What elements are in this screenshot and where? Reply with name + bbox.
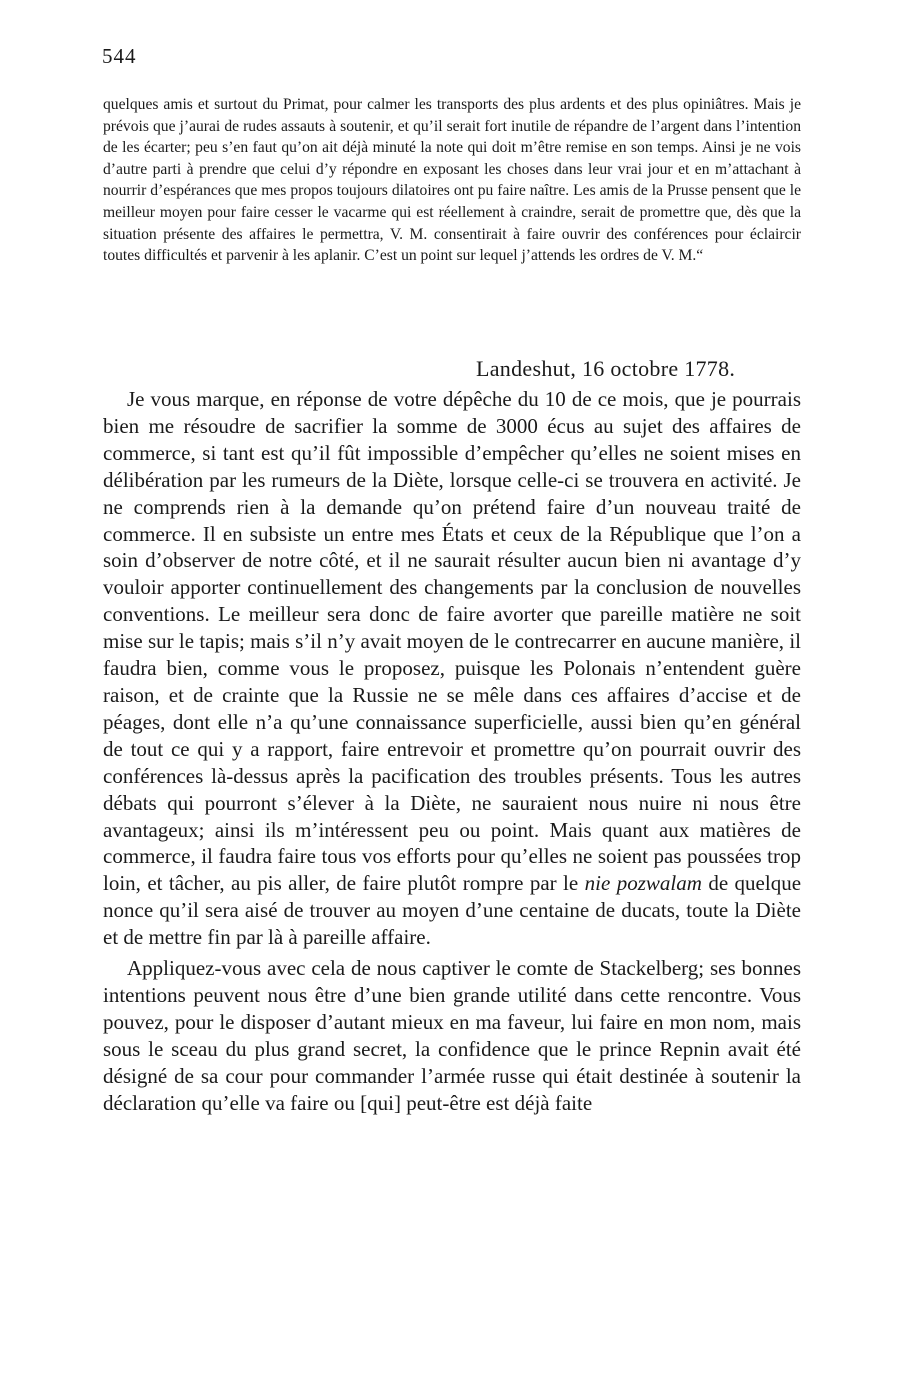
letter-dateline: Landeshut, 16 octobre 1778. [476, 356, 736, 381]
letter-paragraph-2: Appliquez-vous avec cela de nous captiver le comte de Stackelberg; ses bonnes intentions peuvent nous être d’une bien grande utilité dans cette rencontre. Vous pouvez, pour le disposer d’autant mieux en ma faveur, lui faire en mon nom, mais sous le sceau du plus grand secret, la confidence que le prince Repnin avait été désigné de sa cour pour commander l’armée russe qui était destinée à soutenir la déclaration qu’elle va faire ou [qui] peut-être est déjà faite [103, 956, 801, 1115]
letter-paragraph-1 [103, 386, 801, 951]
page-number: 544 [102, 44, 137, 68]
italic-term: nie pozwalam [584, 871, 702, 896]
quoted-report-paragraph: quelques amis et surtout du Primat, pour calmer les transports des plus ardents et des plus opiniâtres. Mais je prévois que j’aurai de rudes assauts à soutenir, et qu’il serait fort inutile de répandre de l’argent dans l’intention de les écarter; peu s’en faut qu’on ait déjà minuté la note qui doit m’être remise en son temps. Ainsi je ne vois d’autre parti à prendre que celui d’y répondre en exposant les choses dans leur vrai jour et en m’attachant à nourrir d’espérances que mes propos toujours dilatoires ont pu faire naître. Les amis de la Prusse pensent que le meilleur moyen pour faire cesser le vacarme qui est réellement à craindre, serait de promettre que, dès que la situation présente des affaires le permettra, V. M. consentirait à faire ouvrir des conférences pour éclaircir toutes difficultés et parvenir à les aplanir. C’est un point sur lequel j’attends les ordres de V. M.“ [103, 96, 801, 265]
letter-body [103, 386, 801, 1116]
paragraph-1-text-before-italic: Je vous marque, en réponse de votre dépêche du 10 de ce mois, que je pourrais bien me résoudre de sacrifier la somme de 3000 écus au sujet des affaires de commerce, si tant est qu’il fût impossible d’empêcher qu’elles ne soient mises en délibération par les rumeurs de la Diète, lorsque celle-ci se trouvera en activité. Je ne comprends rien à la demande qu’on prétend faire d’un nouveau traité de commerce. Il en subsiste un entre mes États et ceux de la République que l’on a soin d’observer de notre côté, et il ne saurait résulter aucun bien ni avantage d’y vouloir apporter continuellement des changements par la conclusion de nouvelles conventions. Le meilleur sera donc de faire avorter que pareille matière ne soit mise sur le tapis; mais s’il n’y avait moyen de le contrecarrer en aucune manière, il faudra bien, comme vous le proposez, puisque les Polonais n’entendent guère raison, et de crainte que la Russie ne se mêle dans ces affaires d’accise et de péages, dont elle n’a qu’une connaissance superficielle, aussi bien qu’en général de tout ce qui y a rapport, faire entrevoir et promettre qu’on pourrait ouvrir des conférences là-dessus après la pacification des troubles présents. Tous les autres débats qui pourront s’élever à la Diète, ne sauraient nous nuire ni nous être avantageux; ainsi ils m’intéressent peu ou point. Mais quant aux matières de commerce, il faudra faire tous vos efforts pour qu’elles ne soient pas poussées trop loin, et tâcher, au pis aller, de faire plutôt rompre par le [103, 387, 801, 896]
quoted-report-block [103, 94, 801, 267]
paragraph-1-text-after-italic: de quelque nonce qu’il sera aisé de trouver au moyen d’une centaine de ducats, toute la Diète et de mettre fin par là à pareille affaire. [103, 871, 802, 950]
